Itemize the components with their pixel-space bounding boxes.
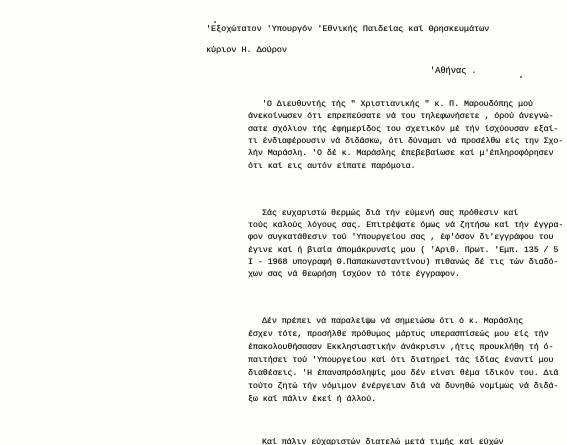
paragraph-2-line-1: Σάς ευχαριστώ θερμώς διά τήν εύμενή σας πρόθεσιν καί bbox=[262, 208, 519, 218]
paragraph-1-line-4: τι ένδιαφέρουσιν νά διδάσκω, ότι δύναμαι νά προσέλθω είς την Σχο- bbox=[248, 136, 564, 146]
paragraph-3-line-5: διαθέσεις. 'Η έπαναπρόσληψίς μου δέν είναι θέμα ίδικόν του. Διά bbox=[248, 368, 559, 378]
paragraph-2-line-2: τούς καλούς λόγους σας. Επιτρέψατε όμως νά ζητήσω καί τήν έγγρα- bbox=[248, 220, 564, 230]
scan-speck bbox=[520, 76, 522, 78]
paragraph-3-line-2: έσχεν τότε, προσήλθε πρόθυμος μάρτυς υπερασπίσεώς μου είς τήν bbox=[248, 329, 549, 339]
paragraph-3-line-4: παιτήσει τού 'Υπουργείου καί ότι διατηρεί τάς ίδίας έναντί μου bbox=[248, 355, 554, 365]
scan-speck bbox=[214, 21, 216, 23]
paragraph-1-line-5: λήν Μαράσλη. 'Ο δέ κ. Μαράσλης έπεβεβαίωσε καί μ'έπληροφόρησεν bbox=[248, 148, 554, 158]
paragraph-3-line-3: έπακολουθήσασαν Εκκλησιαστικήν άνάκρισιν ,ήτις προυκλήθη τή ό- bbox=[248, 342, 554, 352]
paragraph-3-line-1: Δέν πρέπει νά παραλείψω νά σημειώσω ότι ό κ. Μαράσλης bbox=[262, 316, 524, 326]
paragraph-2-line-5: Ι - 1968 υπογραφή Θ.Παπακωνσταντίνου) πιθανώς δέ τις τών διαδό- bbox=[248, 257, 559, 267]
paragraph-2-line-3: φον συγκατάθεσιν τού 'Υπουργείου σας , έφ'όσον δι'εγγράφου του bbox=[248, 232, 554, 242]
addressee-line-2: κύριον Η. Δούρον bbox=[206, 45, 287, 55]
paragraph-4-line-1: Καί πάλιν εύχαριστών διατελώ μετά τιμής καί εύχών bbox=[262, 437, 504, 445]
paragraph-1-line-3: σατε σχόλιον τής έφημερίδος του σχετικόν μέ τήν ίσχύουσαν εξαί- bbox=[248, 124, 559, 134]
paragraph-3-line-6: τούτο ζητώ τήν νόμιμον ένέργειαν διά νά δυνηθώ νομίμως νά διδά- bbox=[248, 381, 559, 391]
paragraph-3-line-7: ξω καί πάλιν έκεί ή άλλού. bbox=[248, 394, 377, 404]
addressee-line-1: 'Εξοχώτατον 'Υπουργόν 'Εθνικής Παιδείας καί Θρησκευμάτων bbox=[206, 24, 490, 34]
paragraph-1-line-2: άνεκοίνωσεν ότι επρεπεύσατε νά του τηλεφωνήσετε , όρού άνεγνώ- bbox=[248, 111, 554, 121]
paragraph-2-line-4: έγινε καί ή βιαία άπομάκρυνσίς μου ( 'Αριθ. Πρωτ. 'Εμπ. 135 / 5 bbox=[248, 245, 559, 255]
place-of-writing: 'Αθήνας . bbox=[430, 66, 477, 76]
paragraph-1-line-1: 'Ο Διευθυντής τής " Χριστιανικής " κ. Π. Μαρουδόπης μού bbox=[262, 99, 533, 109]
paragraph-2-line-6: χων σας νά θεωρήση ίσχύον τό τότε έγγραφον. bbox=[248, 269, 460, 279]
paragraph-1-line-6: ότι καί εις αυτόν είπατε παρόμοια. bbox=[248, 161, 416, 171]
